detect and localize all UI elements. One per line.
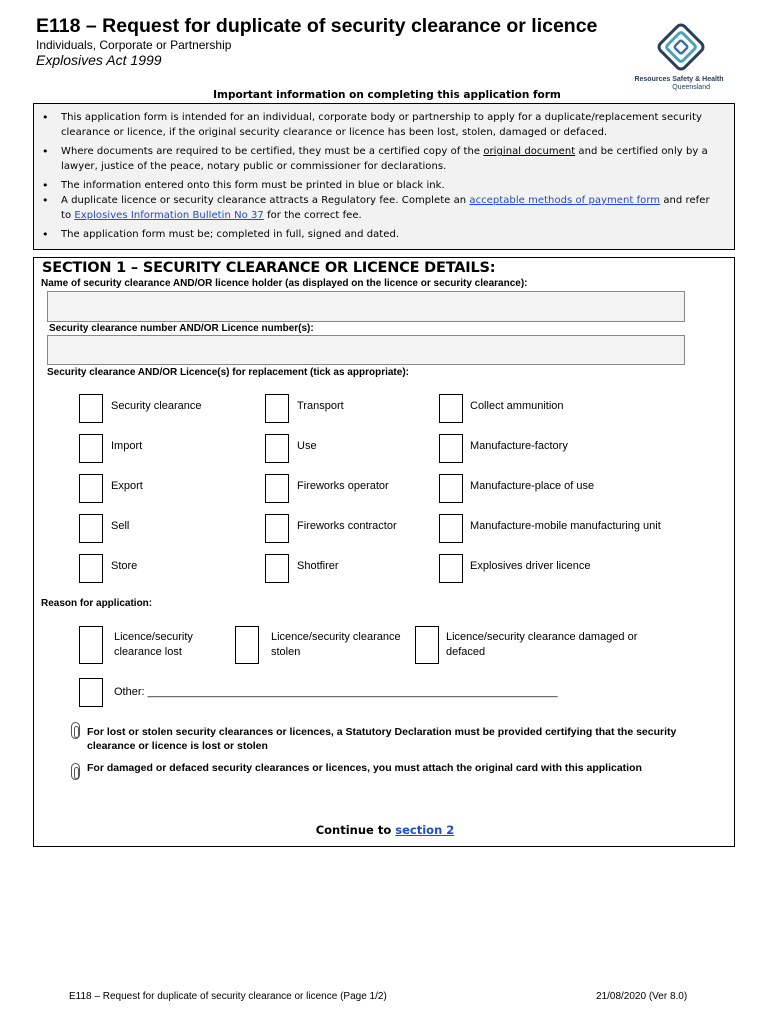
checkbox-explosives-driver-licence[interactable]: [439, 554, 463, 583]
checkbox-import[interactable]: [79, 434, 103, 463]
payment-methods-link[interactable]: acceptable methods of payment form: [469, 195, 661, 206]
bulletin-37-link[interactable]: Explosives Information Bulletin No 37: [74, 210, 264, 221]
footer-form-name: E118 – Request for duplicate of security clearance or licence (Page 1/2): [69, 991, 387, 1002]
checkbox-export[interactable]: [79, 474, 103, 503]
original-document-text: original document: [483, 146, 576, 157]
continue-to-section-2: Continue to section 2: [315, 823, 455, 837]
info-bullet-3: • The information entered onto this form must be printed in blue or black ink.: [42, 178, 722, 193]
rshq-logo: [620, 20, 738, 98]
label-manufacture-mobile-unit: Manufacture-mobile manufacturing unit: [470, 520, 661, 532]
paperclip-icon: [71, 763, 80, 780]
label-transport: Transport: [297, 400, 344, 412]
holder-name-label: Name of security clearance AND/OR licence holder (as displayed on the licence or security clearance):: [41, 278, 528, 289]
label-collect-ammunition: Collect ammunition: [470, 400, 564, 412]
info-bullet-list: [42, 110, 722, 242]
logo-line1: Resources Safety & Health: [634, 76, 724, 83]
checkbox-reason-stolen[interactable]: [235, 626, 259, 664]
other-reason-field[interactable]: Other: ___________________________________________________________________: [114, 686, 558, 698]
logo-line2: Queensland: [672, 84, 710, 91]
logo-mark-icon: [620, 20, 738, 76]
checkbox-use[interactable]: [265, 434, 289, 463]
act-name: Explosives Act 1999: [36, 52, 162, 68]
checkbox-shotfirer[interactable]: [265, 554, 289, 583]
checkbox-manufacture-place-of-use[interactable]: [439, 474, 463, 503]
info-bullet-1: • This application form is intended for an individual, corporate body or partnership to apply for a duplicate/replacement security clearance or licence, if the original security clearance or licence has been lost, stolen, damaged or defaced.: [42, 110, 722, 140]
paperclip-icon: [71, 722, 80, 739]
label-reason-lost: Licence/security clearance lost: [114, 631, 193, 658]
section-1-title: SECTION 1 – SECURITY CLEARANCE OR LICENCE DETAILS:: [42, 260, 496, 276]
form-title: E118 – Request for duplicate of security clearance or licence: [36, 15, 598, 37]
footer-version: 21/08/2020 (Ver 8.0): [596, 991, 688, 1002]
label-manufacture-factory: Manufacture-factory: [470, 440, 568, 452]
label-store: Store: [111, 560, 138, 572]
label-security-clearance: Security clearance: [111, 400, 202, 412]
licences-for-replacement-label: Security clearance AND/OR Licence(s) for replacement (tick as appropriate):: [47, 367, 409, 378]
checkbox-manufacture-factory[interactable]: [439, 434, 463, 463]
checkbox-reason-other[interactable]: [79, 678, 103, 707]
label-explosives-driver-licence: Explosives driver licence: [470, 560, 591, 572]
info-bullet-5: • The application form must be; completed in full, signed and dated.: [42, 227, 722, 242]
checkbox-transport[interactable]: [265, 394, 289, 423]
checkbox-security-clearance[interactable]: [79, 394, 103, 423]
label-reason-damaged: Licence/security clearance damaged or defaced: [446, 631, 638, 658]
checkbox-store[interactable]: [79, 554, 103, 583]
damaged-defaced-note: For damaged or defaced security clearances or licences, you must attach the original card with this application: [87, 762, 642, 774]
label-shotfirer: Shotfirer: [297, 560, 339, 572]
label-reason-stolen: Licence/security clearance stolen: [271, 631, 401, 658]
reason-label: Reason for application:: [41, 598, 153, 609]
licence-number-label: Security clearance number AND/OR Licence number(s):: [49, 323, 314, 334]
label-fireworks-contractor: Fireworks contractor: [297, 520, 397, 532]
section-1: [33, 257, 735, 847]
licence-number-field[interactable]: [47, 335, 685, 365]
label-export: Export: [111, 480, 143, 492]
info-bullet-2: • Where documents are required to be certified, they must be a certified copy of the original document and be certified only by a lawyer, justice of the peace, notary public or commissioner for declarations.: [42, 144, 722, 174]
checkbox-sell[interactable]: [79, 514, 103, 543]
form-subtitle: Individuals, Corporate or Partnership: [36, 38, 232, 52]
checkbox-fireworks-contractor[interactable]: [265, 514, 289, 543]
lost-stolen-note: For lost or stolen security clearances or licences, a Statutory Declaration must be provided certifying that the security clearance or licence is lost or stolen: [87, 726, 677, 752]
important-info-heading: Important information on completing this application form: [213, 89, 561, 101]
checkbox-reason-lost[interactable]: [79, 626, 103, 664]
checkbox-reason-damaged[interactable]: [415, 626, 439, 664]
label-fireworks-operator: Fireworks operator: [297, 480, 389, 492]
important-info-box: [33, 103, 735, 250]
label-manufacture-place-of-use: Manufacture-place of use: [470, 480, 595, 492]
checkbox-manufacture-mobile-unit[interactable]: [439, 514, 463, 543]
info-bullet-4: • A duplicate licence or security clearance attracts a Regulatory fee. Complete an acceptable methods of payment form and refer to Explosives Information Bulletin No 37 for the correct fee.: [42, 193, 722, 223]
checkbox-collect-ammunition[interactable]: [439, 394, 463, 423]
checkbox-fireworks-operator[interactable]: [265, 474, 289, 503]
label-sell: Sell: [111, 520, 130, 532]
label-import: Import: [111, 440, 143, 452]
label-use: Use: [297, 440, 317, 452]
section-2-link[interactable]: section 2: [395, 823, 455, 837]
holder-name-field[interactable]: [47, 291, 685, 322]
